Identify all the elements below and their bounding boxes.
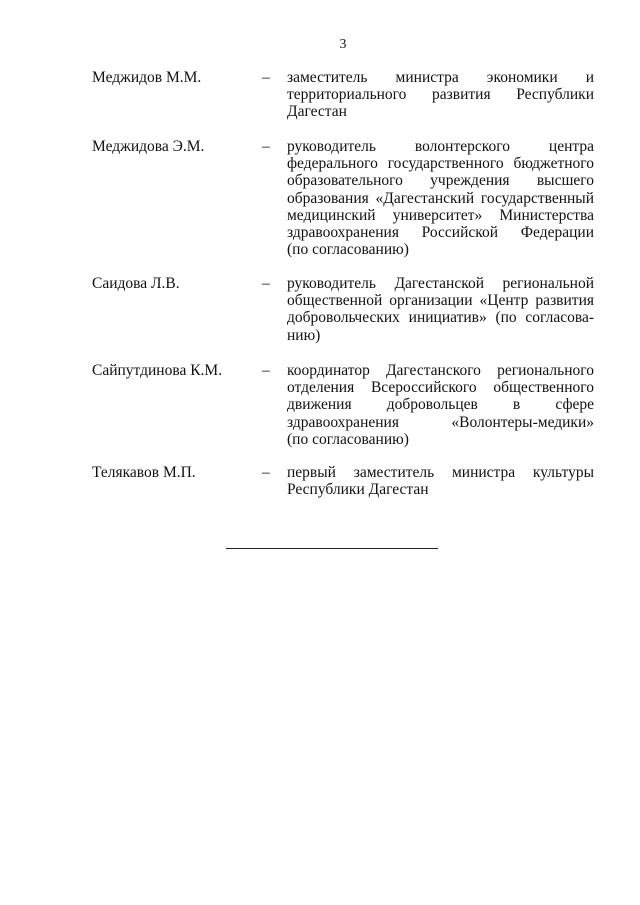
member-position <box>287 275 594 344</box>
position-line: заместитель министра экономики и <box>287 69 594 86</box>
member-position <box>287 362 594 448</box>
position-line: образования «Дагестанский государственный <box>287 189 594 207</box>
position-line: добровольческих инициатив» (по согласова- <box>287 309 594 327</box>
position-line: федерального государственного бюджетного <box>287 155 594 173</box>
position-line: координатор Дагестанского регионального <box>287 362 594 379</box>
position-line: здравоохранения Российской Федерации <box>287 224 594 242</box>
page-number: 3 <box>339 37 347 52</box>
position-line: (по согласованию) <box>287 241 409 259</box>
dash-separator: – <box>262 362 270 379</box>
position-line: Республики Дагестан <box>287 481 429 499</box>
closing-rule <box>226 548 438 549</box>
position-line: образовательного учреждения высшего <box>287 172 594 190</box>
member-position <box>287 69 594 121</box>
member-position <box>287 138 594 258</box>
position-line: отделения Всероссийского общественного <box>287 379 594 397</box>
member-position <box>287 464 594 498</box>
dash-separator: – <box>262 138 270 155</box>
member-name: Меджидова Э.М. <box>92 138 205 155</box>
position-line: (по согласованию) <box>287 430 409 448</box>
position-line: общественной организации «Центр развития <box>287 292 594 310</box>
position-line: медицинский университет» Министерства <box>287 206 594 224</box>
member-name: Меджидов М.М. <box>92 69 202 86</box>
dash-separator: – <box>262 69 270 86</box>
position-line: первый заместитель министра культуры <box>287 464 594 481</box>
position-line: здравоохранения «Волонтеры-медики» <box>287 413 594 431</box>
position-line: движения добровольцев в сфере <box>287 396 594 414</box>
dash-separator: – <box>262 464 270 481</box>
position-line: руководитель Дагестанской региональной <box>287 275 594 292</box>
position-line: руководитель волонтерского центра <box>287 138 594 155</box>
member-name: Телякавов М.П. <box>92 464 196 481</box>
dash-separator: – <box>262 275 270 292</box>
position-line: Дагестан <box>287 103 347 121</box>
position-line: нию) <box>287 326 321 344</box>
member-name: Сайпутдинова К.М. <box>92 362 223 379</box>
position-line: территориального развития Республики <box>287 86 594 104</box>
member-name: Саидова Л.В. <box>92 275 180 292</box>
